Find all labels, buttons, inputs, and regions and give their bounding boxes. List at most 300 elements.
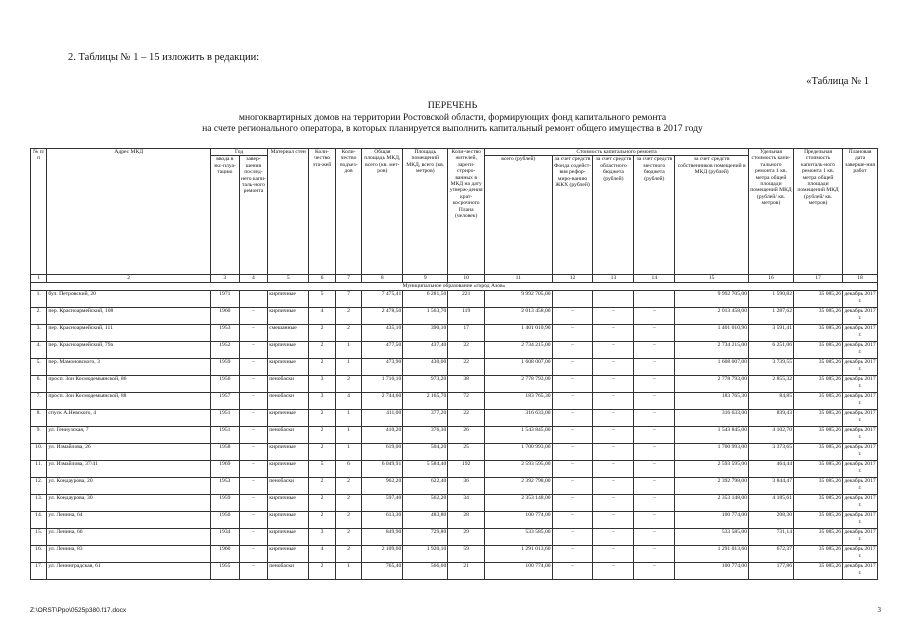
- row-planned-date: декабрь 2017 г.: [843, 495, 878, 512]
- column-number: 15: [675, 275, 749, 283]
- row-residents: 36: [448, 478, 485, 495]
- row-cost-fund: –: [552, 461, 593, 478]
- row-entrances: 1: [335, 359, 362, 376]
- row-cost-regional: –: [593, 478, 634, 495]
- row-year-overhaul: –: [239, 393, 268, 410]
- row-number: 7.: [31, 393, 47, 410]
- row-cost-local: –: [634, 376, 675, 393]
- row-planned-date: декабрь 2017 г.: [843, 410, 878, 427]
- row-entrances: 1: [335, 427, 362, 444]
- row-planned-date: декабрь 2017 г.: [843, 563, 878, 580]
- row-max-cost: 35 085,26: [794, 461, 843, 478]
- row-number: 5.: [31, 359, 47, 376]
- row-wall-material: кирпичные: [268, 342, 309, 359]
- row-premises-area: 5 584,40: [403, 461, 448, 478]
- row-unit-cost: 672,37: [749, 546, 794, 563]
- row-premises-area: 483,80: [403, 512, 448, 529]
- row-entrances: 1: [335, 342, 362, 359]
- row-total-area: 962,20: [362, 478, 403, 495]
- row-cost-local: –: [634, 308, 675, 325]
- row-cost-total: 533 585,00: [485, 529, 553, 546]
- column-number: 8: [362, 275, 403, 283]
- table-body: [31, 275, 878, 580]
- row-max-cost: 35 085,26: [794, 444, 843, 461]
- row-cost-regional: –: [593, 512, 634, 529]
- row-entrances: 2: [335, 308, 362, 325]
- row-year-commission: 1971: [211, 291, 240, 308]
- row-premises-area: 437,40: [403, 342, 448, 359]
- row-number: 9.: [31, 427, 47, 444]
- table-row: [31, 444, 878, 461]
- row-number: 10.: [31, 444, 47, 461]
- row-year-overhaul: –: [239, 512, 268, 529]
- row-premises-area: 376,30: [403, 427, 448, 444]
- row-cost-local: –: [634, 444, 675, 461]
- row-cost-local: –: [634, 563, 675, 580]
- row-premises-area: 390,10: [403, 325, 448, 342]
- column-number: 18: [843, 275, 878, 283]
- row-cost-total: 316 633,00: [485, 410, 553, 427]
- row-wall-material: кирпичные: [268, 308, 309, 325]
- row-year-commission: 1934: [211, 529, 240, 546]
- row-cost-fund: –: [552, 308, 593, 325]
- row-unit-cost: 4 102,70: [749, 427, 794, 444]
- row-cost-regional: –: [593, 410, 634, 427]
- row-wall-material: кирпичные: [268, 546, 309, 563]
- row-year-overhaul: –: [239, 410, 268, 427]
- row-floors: 3: [309, 393, 336, 410]
- row-max-cost: 35 085,26: [794, 291, 843, 308]
- row-residents: 34: [448, 495, 485, 512]
- row-year-commission: 1951: [211, 427, 240, 444]
- row-floors: 2: [309, 478, 336, 495]
- page-number: 3: [877, 606, 881, 614]
- row-max-cost: 35 085,26: [794, 359, 843, 376]
- row-unit-cost: 3 373,65: [749, 444, 794, 461]
- row-residents: 21: [448, 563, 485, 580]
- row-wall-material: пенобаски: [268, 563, 309, 580]
- col-cost-total-header: всего (рублей): [485, 156, 553, 275]
- row-floors: 2: [309, 410, 336, 427]
- row-cost-local: –: [634, 325, 675, 342]
- row-entrances: 1: [335, 410, 362, 427]
- row-floors: 4: [309, 546, 336, 563]
- document-subtitle-1: многоквартирных домов на территории Ростовской области, формирующих фонд капитального ремонта: [238, 111, 667, 123]
- row-cost-total: 1 401 010,90: [485, 325, 553, 342]
- table-row: [31, 376, 878, 393]
- row-max-cost: 35 085,26: [794, 427, 843, 444]
- row-address: просп. Зои Космодемьянской, 86: [47, 376, 211, 393]
- row-unit-cost: 4 185,61: [749, 495, 794, 512]
- row-unit-cost: 3 844,47: [749, 478, 794, 495]
- col-floors-header: Коли-чество эта-жей: [309, 149, 336, 275]
- municipality-name: Муниципальное образование «город Азов»: [31, 283, 878, 291]
- row-cost-regional: –: [593, 359, 634, 376]
- row-number: 6.: [31, 376, 47, 393]
- row-cost-fund: [552, 291, 593, 308]
- row-cost-owners: 100 774,00: [675, 512, 749, 529]
- row-planned-date: декабрь 2017 г.: [843, 291, 878, 308]
- row-cost-regional: –: [593, 529, 634, 546]
- column-number-row: [31, 275, 878, 283]
- row-max-cost: 35 085,26: [794, 393, 843, 410]
- row-total-area: 477,50: [362, 342, 403, 359]
- row-address: просп. Зои Космодемьянской, 88: [47, 393, 211, 410]
- col-year-commission-header: ввода в экс-плуа-тацию: [211, 156, 240, 275]
- row-max-cost: 35 085,26: [794, 529, 843, 546]
- row-total-area: 849,90: [362, 529, 403, 546]
- row-entrances: 2: [335, 376, 362, 393]
- table-row: [31, 563, 878, 580]
- col-year-header: Год: [211, 149, 268, 156]
- row-cost-total: 1 700 993,00: [485, 444, 553, 461]
- row-address: пер. Красноармейский, 79а: [47, 342, 211, 359]
- intro-text: 2. Таблицы № 1 – 15 изложить в редакции:: [68, 52, 260, 63]
- col-premises-area-header: Площадь помещений МКД, всего (кв. метров): [403, 149, 448, 275]
- row-year-overhaul: –: [239, 376, 268, 393]
- row-unit-cost: 208,30: [749, 512, 794, 529]
- row-cost-regional: –: [593, 461, 634, 478]
- table-row: [31, 410, 878, 427]
- row-address: ул. Ленина, 64: [47, 512, 211, 529]
- table-row: [31, 546, 878, 563]
- row-year-overhaul: –: [239, 308, 268, 325]
- row-address: ул. Ленинградская, 61: [47, 563, 211, 580]
- col-cost-owners-header: за счет средств собственников помещений в МКД (рублей): [675, 156, 749, 275]
- row-entrances: 2: [335, 546, 362, 563]
- table-row: [31, 393, 878, 410]
- row-wall-material: кирпичные: [268, 359, 309, 376]
- row-cost-fund: –: [552, 376, 593, 393]
- row-entrances: 1: [335, 444, 362, 461]
- row-cost-regional: –: [593, 325, 634, 342]
- row-address: ул. Кондаурова, 20: [47, 478, 211, 495]
- row-cost-regional: –: [593, 444, 634, 461]
- row-cost-local: –: [634, 546, 675, 563]
- row-cost-local: [634, 291, 675, 308]
- row-number: 4.: [31, 342, 47, 359]
- row-residents: 17: [448, 325, 485, 342]
- row-year-commission: 1955: [211, 563, 240, 580]
- row-cost-fund: –: [552, 427, 593, 444]
- row-cost-regional: [593, 291, 634, 308]
- row-entrances: 2: [335, 512, 362, 529]
- row-year-commission: 1950: [211, 512, 240, 529]
- row-cost-fund: –: [552, 546, 593, 563]
- row-cost-regional: –: [593, 393, 634, 410]
- document-title-block: [0, 100, 905, 135]
- col-cost-fund-header: за счет средств Фонда содейст-вия рефор-миро-ванию ЖКХ (рублей): [552, 156, 593, 275]
- row-entrances: 4: [335, 393, 362, 410]
- row-year-overhaul: –: [239, 359, 268, 376]
- row-floors: 2: [309, 563, 336, 580]
- row-cost-fund: –: [552, 342, 593, 359]
- row-floors: 2: [309, 512, 336, 529]
- row-wall-material: кирпичные: [268, 444, 309, 461]
- row-max-cost: 35 085,26: [794, 495, 843, 512]
- col-cost-local-header: за счет средств местного бюджета (рублей): [634, 156, 675, 275]
- row-residents: 38: [448, 376, 485, 393]
- row-floors: 3: [309, 529, 336, 546]
- row-cost-total: 100 774,00: [485, 512, 553, 529]
- row-address: ул. Ленина, 83: [47, 546, 211, 563]
- row-unit-cost: 2 855,32: [749, 376, 794, 393]
- column-number: 5: [268, 275, 309, 283]
- row-year-commission: 1951: [211, 410, 240, 427]
- row-wall-material: кирпичные: [268, 495, 309, 512]
- column-number: 13: [593, 275, 634, 283]
- row-number: 15.: [31, 529, 47, 546]
- column-number: 17: [794, 275, 843, 283]
- row-address: пер. Мамоновского, 3: [47, 359, 211, 376]
- row-total-area: 597,40: [362, 495, 403, 512]
- row-year-overhaul: –: [239, 342, 268, 359]
- row-unit-cost: 3 591,41: [749, 325, 794, 342]
- row-wall-material: кирпичные: [268, 512, 309, 529]
- row-cost-regional: –: [593, 427, 634, 444]
- row-wall-material: пенобаски: [268, 393, 309, 410]
- row-address: спуск А.Невского, 4: [47, 410, 211, 427]
- row-total-area: 435,10: [362, 325, 403, 342]
- row-floors: 2: [309, 342, 336, 359]
- column-number: 16: [749, 275, 794, 283]
- row-planned-date: декабрь 2017 г.: [843, 325, 878, 342]
- row-cost-regional: –: [593, 546, 634, 563]
- row-cost-regional: –: [593, 376, 634, 393]
- row-premises-area: 377,20: [403, 410, 448, 427]
- table-row: [31, 325, 878, 342]
- row-year-overhaul: –: [239, 529, 268, 546]
- row-max-cost: 35 085,26: [794, 478, 843, 495]
- col-entrances-header: Коли-чество подъез-дов: [335, 149, 362, 275]
- table-row: [31, 478, 878, 495]
- row-address: бул. Петровский, 20: [47, 291, 211, 308]
- row-residents: 25: [448, 444, 485, 461]
- row-residents: 119: [448, 308, 485, 325]
- row-address: ул. Кондаурова, 30: [47, 495, 211, 512]
- row-cost-owners: 2 593 595,00: [675, 461, 749, 478]
- row-residents: 22: [448, 342, 485, 359]
- table-row: [31, 495, 878, 512]
- row-max-cost: 35 085,26: [794, 546, 843, 563]
- column-number: 7: [335, 275, 362, 283]
- row-cost-total: 183 765,30: [485, 393, 553, 410]
- row-wall-material: кирпичные: [268, 410, 309, 427]
- col-year-overhaul-header: завер-шения послед-него капи-таль-ного ремонта: [239, 156, 268, 275]
- row-address: пер. Красноармейский, 111: [47, 325, 211, 342]
- row-cost-regional: –: [593, 342, 634, 359]
- row-floors: 2: [309, 427, 336, 444]
- row-planned-date: декабрь 2017 г.: [843, 342, 878, 359]
- row-address: ул. Измайлова, 26: [47, 444, 211, 461]
- row-year-overhaul: –: [239, 427, 268, 444]
- row-year-commission: 1959: [211, 359, 240, 376]
- row-cost-fund: –: [552, 393, 593, 410]
- municipality-row: [31, 283, 878, 291]
- table-row: [31, 308, 878, 325]
- column-number: 2: [47, 275, 211, 283]
- row-year-overhaul: –: [239, 546, 268, 563]
- row-floors: 2: [309, 495, 336, 512]
- row-cost-local: –: [634, 342, 675, 359]
- col-residents-header: Коли-чество жителей, зареги-стриро-ванных в МКД на дату утверж-дения крат-косрочного Плана (человек): [448, 149, 485, 275]
- row-cost-fund: –: [552, 529, 593, 546]
- row-unit-cost: 839,43: [749, 410, 794, 427]
- row-total-area: 2 478,50: [362, 308, 403, 325]
- row-cost-owners: 2 734 215,00: [675, 342, 749, 359]
- row-cost-fund: –: [552, 325, 593, 342]
- row-cost-total: 2 353 148,00: [485, 495, 553, 512]
- row-wall-material: смешанные: [268, 325, 309, 342]
- row-unit-cost: 6 251,06: [749, 342, 794, 359]
- row-number: 8.: [31, 410, 47, 427]
- row-year-overhaul: –: [239, 563, 268, 580]
- footer-file-path: Z:\ORST\Ppo\0525p380.f17.docx: [30, 607, 127, 614]
- row-unit-cost: 84,85: [749, 393, 794, 410]
- row-planned-date: декабрь 2017 г.: [843, 359, 878, 376]
- row-residents: 29: [448, 529, 485, 546]
- row-year-commission: 1960: [211, 546, 240, 563]
- row-total-area: 6 049,91: [362, 461, 403, 478]
- row-cost-total: 2 734 215,00: [485, 342, 553, 359]
- table-row: [31, 342, 878, 359]
- row-max-cost: 35 085,26: [794, 325, 843, 342]
- table-row: [31, 427, 878, 444]
- row-cost-owners: 533 585,00: [675, 529, 749, 546]
- row-planned-date: декабрь 2017 г.: [843, 512, 878, 529]
- row-premises-area: 1 563,70: [403, 308, 448, 325]
- row-cost-fund: –: [552, 478, 593, 495]
- row-max-cost: 35 085,26: [794, 512, 843, 529]
- row-premises-area: 973,20: [403, 376, 448, 393]
- row-year-commission: 1953: [211, 325, 240, 342]
- row-cost-local: –: [634, 512, 675, 529]
- row-cost-owners: 316 633,00: [675, 410, 749, 427]
- col-num-header: № п/п: [31, 149, 47, 275]
- table-row: [31, 291, 878, 308]
- row-residents: 22: [448, 359, 485, 376]
- row-total-area: 1 716,10: [362, 376, 403, 393]
- row-residents: 72: [448, 393, 485, 410]
- row-wall-material: пенобаски: [268, 427, 309, 444]
- row-cost-regional: –: [593, 563, 634, 580]
- table-row: [31, 461, 878, 478]
- row-floors: 2: [309, 444, 336, 461]
- row-premises-area: 6 281,50: [403, 291, 448, 308]
- row-floors: 5: [309, 291, 336, 308]
- row-unit-cost: 731,14: [749, 529, 794, 546]
- col-max-cost-header: Предельная стоимость капиталь-ного ремонта 1 кв. метра общей площади помещений МКД (рублей/ кв. метров): [794, 149, 843, 275]
- row-unit-cost: 177,86: [749, 563, 794, 580]
- row-cost-owners: 2 778 793,00: [675, 376, 749, 393]
- row-year-commission: 1960: [211, 308, 240, 325]
- row-cost-owners: 100 774,00: [675, 563, 749, 580]
- row-max-cost: 35 085,26: [794, 376, 843, 393]
- document-subtitle-2: на счете регионального оператора, в которых планируется выполнить капитальный ремонт общего имущества в 2017 году: [202, 123, 703, 134]
- row-cost-local: –: [634, 529, 675, 546]
- row-cost-regional: –: [593, 495, 634, 512]
- row-entrances: 6: [335, 461, 362, 478]
- table-row: [31, 529, 878, 546]
- row-cost-local: –: [634, 495, 675, 512]
- row-number: 17.: [31, 563, 47, 580]
- row-cost-total: 1 543 845,00: [485, 427, 553, 444]
- col-cost-group-header: Стоимость капитального ремонта: [485, 149, 749, 156]
- column-number: 10: [448, 275, 485, 283]
- row-total-area: 411,00: [362, 410, 403, 427]
- row-cost-fund: –: [552, 444, 593, 461]
- col-material-header: Материал стен: [268, 149, 309, 275]
- row-entrances: 1: [335, 563, 362, 580]
- col-total-area-header: Общая площадь МКД, всего (кв. мет-ров): [362, 149, 403, 275]
- row-year-overhaul: –: [239, 325, 268, 342]
- row-cost-owners: 1 401 010,90: [675, 325, 749, 342]
- row-unit-cost: 1 590,82: [749, 291, 794, 308]
- table-row: [31, 512, 878, 529]
- row-cost-owners: 2 013 458,00: [675, 308, 749, 325]
- row-number: 1.: [31, 291, 47, 308]
- row-entrances: 7: [335, 291, 362, 308]
- row-cost-owners: 1 543 845,00: [675, 427, 749, 444]
- row-year-overhaul: –: [239, 478, 268, 495]
- table-reference: «Таблица № 1: [806, 76, 869, 87]
- row-total-area: 765,40: [362, 563, 403, 580]
- row-floors: 5: [309, 461, 336, 478]
- row-cost-regional: –: [593, 308, 634, 325]
- row-wall-material: кирпичные: [268, 291, 309, 308]
- row-wall-material: пенобаски: [268, 478, 309, 495]
- row-cost-owners: 2 392 798,00: [675, 478, 749, 495]
- row-residents: 28: [448, 512, 485, 529]
- row-residents: 192: [448, 461, 485, 478]
- row-year-commission: 1953: [211, 478, 240, 495]
- row-number: 3.: [31, 325, 47, 342]
- column-number: 3: [211, 275, 240, 283]
- row-entrances: 2: [335, 529, 362, 546]
- row-year-commission: 1957: [211, 393, 240, 410]
- row-wall-material: пенобаски: [268, 376, 309, 393]
- row-residents: 22: [448, 410, 485, 427]
- row-cost-owners: 2 353 148,00: [675, 495, 749, 512]
- column-number: 4: [239, 275, 268, 283]
- row-cost-fund: –: [552, 563, 593, 580]
- row-cost-owners: 9 992 705,00: [675, 291, 749, 308]
- document-title: ПЕРЕЧЕНЬ: [427, 100, 478, 111]
- row-cost-fund: –: [552, 512, 593, 529]
- row-premises-area: 562,20: [403, 495, 448, 512]
- row-total-area: 2 109,60: [362, 546, 403, 563]
- row-max-cost: 35 085,26: [794, 308, 843, 325]
- row-cost-total: 9 992 705,00: [485, 291, 553, 308]
- row-max-cost: 35 085,26: [794, 563, 843, 580]
- column-number: 6: [309, 275, 336, 283]
- row-cost-local: –: [634, 478, 675, 495]
- row-cost-owners: 183 765,30: [675, 393, 749, 410]
- row-planned-date: декабрь 2017 г.: [843, 529, 878, 546]
- row-premises-area: 504,20: [403, 444, 448, 461]
- row-address: ул. Ленина, 66: [47, 529, 211, 546]
- column-number: 11: [485, 275, 553, 283]
- header-row-1: [31, 149, 878, 156]
- row-total-area: 410,20: [362, 427, 403, 444]
- row-number: 14.: [31, 512, 47, 529]
- row-year-overhaul: –: [239, 461, 268, 478]
- row-total-area: 619,00: [362, 444, 403, 461]
- column-number: 14: [634, 275, 675, 283]
- row-cost-fund: –: [552, 359, 593, 376]
- row-total-area: 473,90: [362, 359, 403, 376]
- row-cost-total: 1 291 013,60: [485, 546, 553, 563]
